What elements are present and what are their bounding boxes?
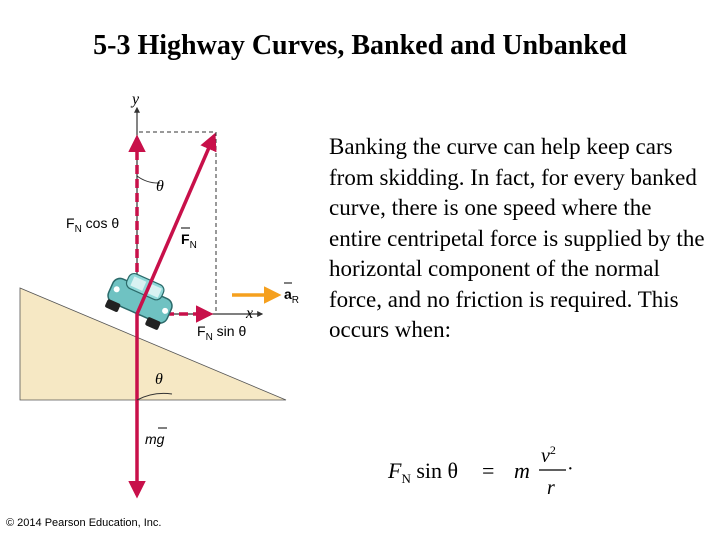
equation-mass: m <box>514 458 530 483</box>
centripetal-equation <box>387 443 574 499</box>
ar-label: $a_R$ <box>284 286 300 306</box>
theta-label-bottom: θ <box>155 371 163 388</box>
x-axis-label: x <box>246 305 254 322</box>
explanation-text: Banking the curve can help keep cars from skidding. In fact, for every banked curve, there is one speed where the entire centripetal force is supplied by the horizontal component of the normal force, and no friction is required. This occurs when: <box>329 134 705 342</box>
equation-tail: · <box>567 458 574 480</box>
fn-vector <box>137 136 214 314</box>
car-icon <box>103 267 179 332</box>
theta-label-top: θ <box>156 178 164 195</box>
equation-equals: = <box>482 458 495 483</box>
copyright-notice: © 2014 Pearson Education, Inc. <box>6 517 162 529</box>
mg-label: mg <box>145 431 165 447</box>
fn-label: $F_N$ <box>181 231 197 251</box>
equation-lhs: $F_N$ sin θ <box>388 458 459 486</box>
equation-numerator: $v^2$ <box>541 443 556 467</box>
y-axis-label: y <box>132 91 140 108</box>
equation-denominator: r <box>547 477 555 499</box>
slide-title: 5-3 Highway Curves, Banked and Unbanked <box>93 30 627 61</box>
fn-sin-label: $F_N$ sin θ <box>197 323 247 343</box>
fn-cos-label: $F_N$ cos θ <box>66 215 120 235</box>
